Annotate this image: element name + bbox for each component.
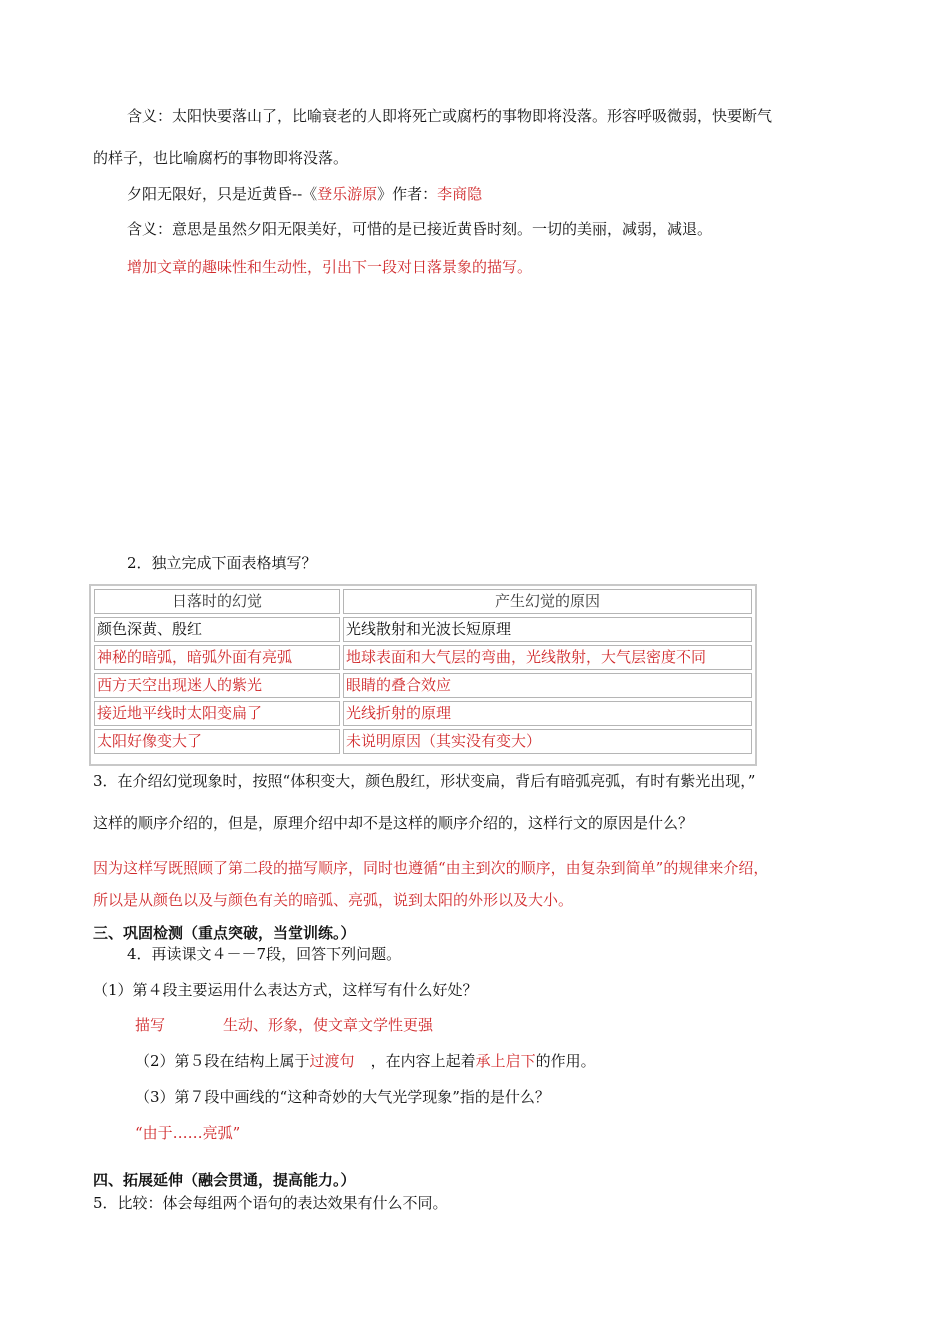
answer-3-line1: 因为这样写既照顾了第二段的描写顺序，同时也遵循“由主到次的顺序，由复杂到简单”的规律来介绍， <box>93 859 769 877</box>
question-2: 2．独立完成下面表格填写？ <box>127 554 317 572</box>
table-cell-reason: 眼睛的叠合效应 <box>343 673 752 698</box>
question-4-1: （1）第４段主要运用什么表达方式，这样写有什么好处？ <box>93 981 478 999</box>
answer-4-2-structure: 过渡句 <box>309 1052 355 1070</box>
poem-author: 李商隐 <box>437 185 483 203</box>
paragraph-meaning-line1: 含义：太阳快要落山了，比喻衰老的人即将死亡或腐朽的事物即将没落。形容呼吸微弱，快要断气 <box>127 107 773 125</box>
answer-3-line2: 所以是从颜色以及与颜色有关的暗弧、亮弧，说到太阳的外形以及大小。 <box>93 891 574 909</box>
red-note: 增加文章的趣味性和生动性，引出下一段对日落景象的描写。 <box>127 258 533 276</box>
table-cell-illusion: 接近地平线时太阳变扁了 <box>94 701 340 726</box>
section-3-heading: 三、巩固检测（重点突破，当堂训练。） <box>93 924 356 942</box>
table-row <box>94 673 752 698</box>
table-row <box>94 729 752 754</box>
table-cell-reason: 未说明原因（其实没有变大） <box>343 729 752 754</box>
question-4-2-part2: ，在内容上起着 <box>370 1052 476 1070</box>
answer-4-3: “由于……亮弧” <box>135 1124 241 1142</box>
table-row <box>94 645 752 670</box>
table-cell-reason: 光线折射的原理 <box>343 701 752 726</box>
question-3-line2: 这样的顺序介绍的，但是，原理介绍中却不是这样的顺序介绍的，这样行文的原因是什么？ <box>93 814 694 832</box>
question-4-2-part1: （2）第５段在结构上属于 <box>135 1052 310 1070</box>
table-cell-illusion: 颜色深黄、殷红 <box>94 617 340 642</box>
answer-4-1-method: 描写 <box>135 1016 166 1034</box>
answer-4-2-content: 承上启下 <box>475 1052 536 1070</box>
question-4-2 <box>135 1051 596 1071</box>
poem-line <box>127 184 482 204</box>
question-4: 4．再读课文４－－7段，回答下列问题。 <box>127 945 402 963</box>
poem-mid: 》作者： <box>377 185 438 203</box>
table-row <box>94 617 752 642</box>
section-4-heading: 四、拓展延伸（融会贯通，提高能力。） <box>93 1171 356 1189</box>
table-row <box>94 701 752 726</box>
table-cell-illusion: 太阳好像变大了 <box>94 729 340 754</box>
answer-4-1-benefit: 生动、形象，使文章文学性更强 <box>223 1016 434 1034</box>
poem-prefix: 夕阳无限好，只是近黄昏--《 <box>127 185 318 203</box>
question-4-2-part3: 的作用。 <box>535 1052 596 1070</box>
table-cell-illusion: 神秘的暗弧，暗弧外面有亮弧 <box>94 645 340 670</box>
table-header-row <box>94 589 752 614</box>
table-header-illusion: 日落时的幻觉 <box>94 589 340 614</box>
answer-4-1 <box>135 1015 433 1035</box>
question-4-3: （3）第７段中画线的“这种奇妙的大气光学现象”指的是什么？ <box>135 1088 550 1106</box>
poem-title: 登乐游原 <box>317 185 378 203</box>
table-header-reason: 产生幻觉的原因 <box>343 589 752 614</box>
illusion-table <box>89 584 757 766</box>
paragraph-meaning-line2: 的样子，也比喻腐朽的事物即将没落。 <box>93 149 349 167</box>
question-5: 5．比较：体会每组两个语句的表达效果有什么不同。 <box>93 1194 448 1212</box>
table-cell-illusion: 西方天空出现迷人的紫光 <box>94 673 340 698</box>
table-cell-reason: 地球表面和大气层的弯曲，光线散射，大气层密度不同 <box>343 645 752 670</box>
table-cell-reason: 光线散射和光波长短原理 <box>343 617 752 642</box>
poem-meaning: 含义：意思是虽然夕阳无限美好，可惜的是已接近黄昏时刻。一切的美丽，减弱，减退。 <box>127 220 713 238</box>
question-3-line1: 3．在介绍幻觉现象时，按照“体积变大，颜色殷红，形状变扁，背后有暗弧亮弧，有时有紫光出现，” <box>93 772 756 790</box>
